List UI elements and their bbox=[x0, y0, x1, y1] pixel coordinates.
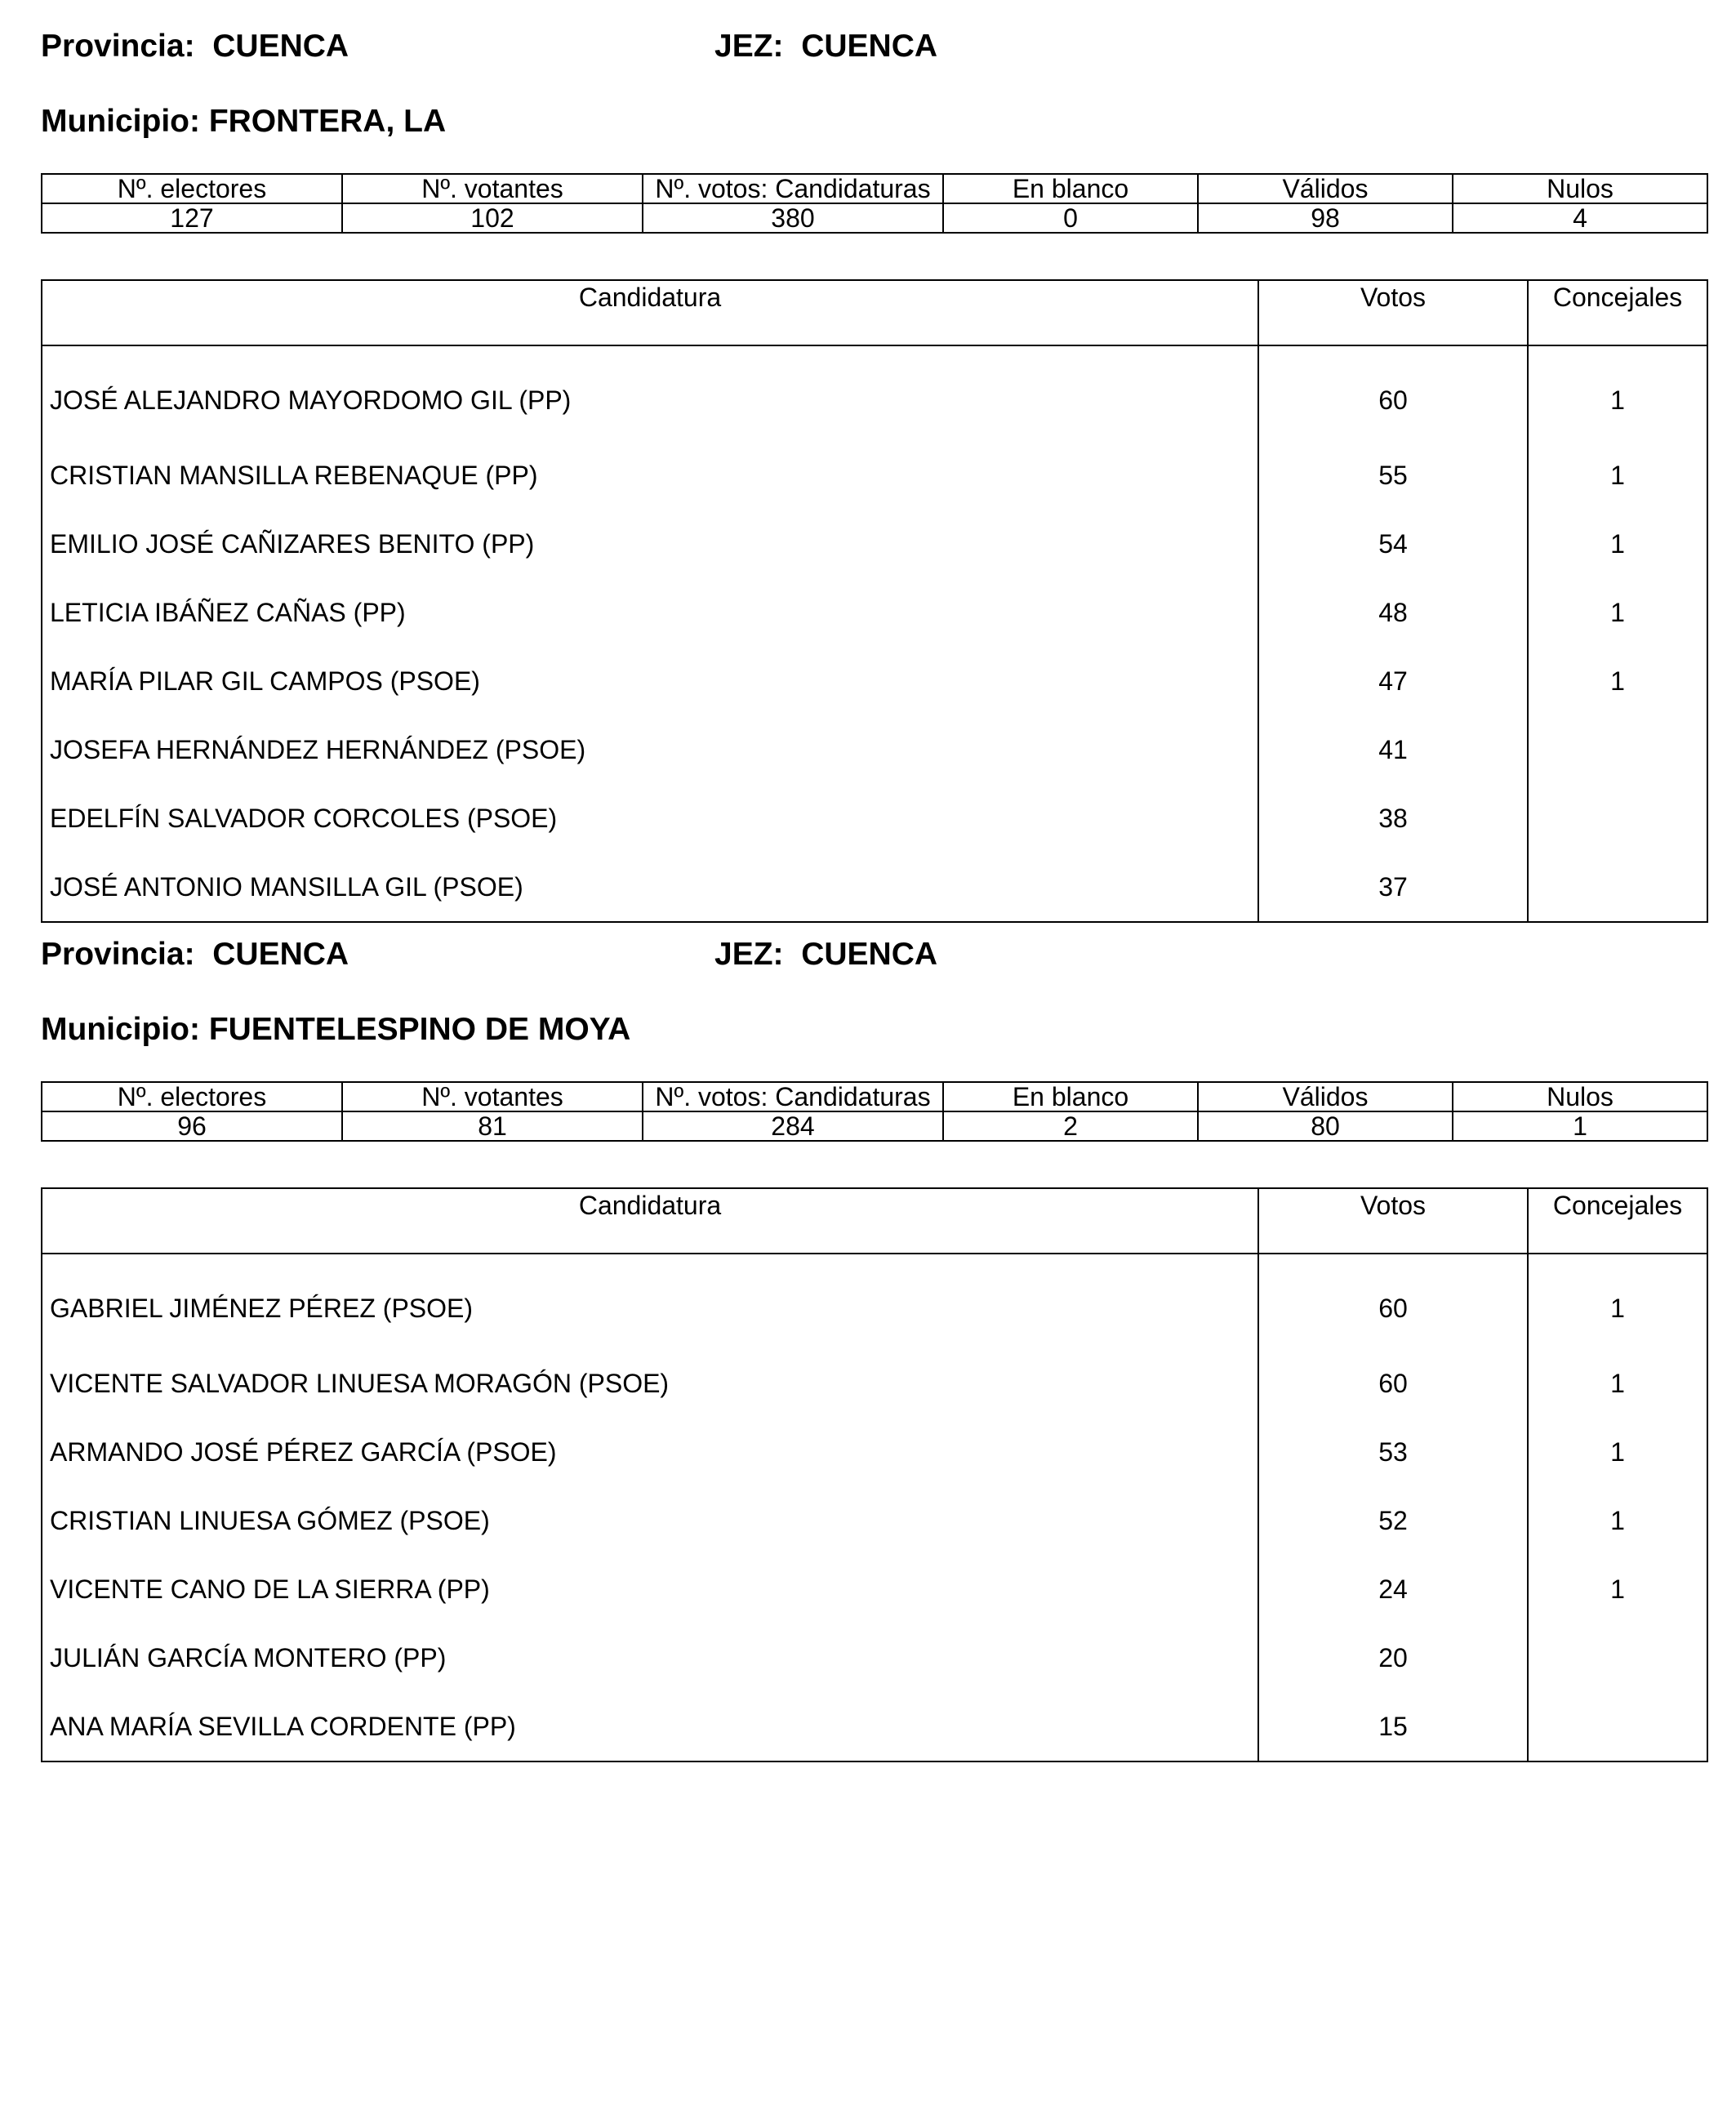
candidate-name: JULIÁN GARCÍA MONTERO (PP) bbox=[42, 1623, 1258, 1692]
candidate-concejales bbox=[1528, 1623, 1707, 1692]
jez-label: JEZ: bbox=[714, 937, 784, 972]
candidates-header-row bbox=[42, 1188, 1707, 1254]
candidate-row bbox=[42, 1349, 1707, 1418]
jez-value: CUENCA bbox=[801, 29, 938, 64]
provincia-row bbox=[41, 934, 938, 975]
candidate-concejales bbox=[1528, 1692, 1707, 1761]
header-concejales: Concejales bbox=[1528, 1188, 1707, 1254]
header-votos: Votos bbox=[1258, 280, 1528, 345]
candidate-votos: 60 bbox=[1258, 345, 1528, 441]
candidate-votos: 37 bbox=[1258, 853, 1528, 922]
candidate-row bbox=[42, 647, 1707, 715]
candidate-name: CRISTIAN MANSILLA REBENAQUE (PP) bbox=[42, 441, 1258, 510]
candidate-votos: 60 bbox=[1258, 1254, 1528, 1349]
header-concejales: Concejales bbox=[1528, 280, 1707, 345]
candidate-row bbox=[42, 784, 1707, 853]
value-nulos: 1 bbox=[1453, 1111, 1707, 1141]
municipio-value: FUENTELESPINO DE MOYA bbox=[208, 1012, 631, 1047]
candidate-name: ANA MARÍA SEVILLA CORDENTE (PP) bbox=[42, 1692, 1258, 1761]
candidates-table bbox=[41, 279, 1708, 923]
candidate-name: ARMANDO JOSÉ PÉREZ GARCÍA (PSOE) bbox=[42, 1418, 1258, 1486]
header-nulos: Nulos bbox=[1453, 174, 1707, 203]
value-nulos: 4 bbox=[1453, 203, 1707, 233]
summary-header-row bbox=[42, 1082, 1707, 1111]
header-validos: Válidos bbox=[1198, 174, 1453, 203]
candidate-row bbox=[42, 1555, 1707, 1623]
value-validos: 98 bbox=[1198, 203, 1453, 233]
summary-table bbox=[41, 173, 1708, 234]
candidate-row bbox=[42, 441, 1707, 510]
candidate-votos: 41 bbox=[1258, 715, 1528, 784]
candidate-row bbox=[42, 1486, 1707, 1555]
candidates-table bbox=[41, 1187, 1708, 1762]
value-electores: 127 bbox=[42, 203, 342, 233]
value-votantes: 81 bbox=[342, 1111, 643, 1141]
candidates-header-row bbox=[42, 280, 1707, 345]
value-votos-candidaturas: 380 bbox=[643, 203, 943, 233]
candidate-name: GABRIEL JIMÉNEZ PÉREZ (PSOE) bbox=[42, 1254, 1258, 1349]
candidate-row bbox=[42, 715, 1707, 784]
header-votos-candidaturas: Nº. votos: Candidaturas bbox=[643, 1082, 943, 1111]
header-en-blanco: En blanco bbox=[943, 174, 1198, 203]
header-candidatura: Candidatura bbox=[42, 1188, 1258, 1254]
jez-label: JEZ: bbox=[714, 29, 784, 64]
summary-value-row bbox=[42, 1111, 1707, 1141]
candidate-name: JOSEFA HERNÁNDEZ HERNÁNDEZ (PSOE) bbox=[42, 715, 1258, 784]
candidate-row bbox=[42, 510, 1707, 578]
candidate-row bbox=[42, 1418, 1707, 1486]
candidate-concejales: 1 bbox=[1528, 1349, 1707, 1418]
jez-group bbox=[714, 934, 937, 975]
header-candidatura: Candidatura bbox=[42, 280, 1258, 345]
municipio-label: Municipio: bbox=[41, 1012, 200, 1047]
candidate-name: EDELFÍN SALVADOR CORCOLES (PSOE) bbox=[42, 784, 1258, 853]
candidate-row bbox=[42, 1623, 1707, 1692]
candidate-row bbox=[42, 853, 1707, 922]
candidate-votos: 24 bbox=[1258, 1555, 1528, 1623]
candidate-row bbox=[42, 1254, 1707, 1349]
summary-value-row bbox=[42, 203, 1707, 233]
candidate-votos: 52 bbox=[1258, 1486, 1528, 1555]
jez-value: CUENCA bbox=[801, 937, 938, 972]
candidate-votos: 55 bbox=[1258, 441, 1528, 510]
summary-table bbox=[41, 1081, 1708, 1142]
candidate-concejales: 1 bbox=[1528, 441, 1707, 510]
candidate-name: JOSÉ ALEJANDRO MAYORDOMO GIL (PP) bbox=[42, 345, 1258, 441]
provincia-value: CUENCA bbox=[212, 29, 349, 64]
candidate-concejales bbox=[1528, 784, 1707, 853]
municipio-value: FRONTERA, LA bbox=[208, 104, 447, 139]
value-votos-candidaturas: 284 bbox=[643, 1111, 943, 1141]
candidate-concejales: 1 bbox=[1528, 647, 1707, 715]
header-validos: Válidos bbox=[1198, 1082, 1453, 1111]
candidate-name: JOSÉ ANTONIO MANSILLA GIL (PSOE) bbox=[42, 853, 1258, 922]
header-votos-candidaturas: Nº. votos: Candidaturas bbox=[643, 174, 943, 203]
value-en-blanco: 0 bbox=[943, 203, 1198, 233]
provincia-label: Provincia: bbox=[41, 29, 195, 64]
candidate-name: LETICIA IBÁÑEZ CAÑAS (PP) bbox=[42, 578, 1258, 647]
candidate-votos: 54 bbox=[1258, 510, 1528, 578]
value-votantes: 102 bbox=[342, 203, 643, 233]
header-nulos: Nulos bbox=[1453, 1082, 1707, 1111]
candidate-row bbox=[42, 345, 1707, 441]
header-electores: Nº. electores bbox=[42, 174, 342, 203]
header-en-blanco: En blanco bbox=[943, 1082, 1198, 1111]
candidate-votos: 60 bbox=[1258, 1349, 1528, 1418]
municipio-row bbox=[41, 101, 446, 142]
provincia-row bbox=[41, 26, 938, 67]
jez-group bbox=[714, 26, 937, 67]
provincia-label: Provincia: bbox=[41, 937, 195, 972]
candidate-concejales bbox=[1528, 853, 1707, 922]
candidate-concejales bbox=[1528, 715, 1707, 784]
header-electores: Nº. electores bbox=[42, 1082, 342, 1111]
candidate-votos: 15 bbox=[1258, 1692, 1528, 1761]
value-en-blanco: 2 bbox=[943, 1111, 1198, 1141]
header-votantes: Nº. votantes bbox=[342, 174, 643, 203]
provincia-value: CUENCA bbox=[212, 937, 349, 972]
candidate-votos: 47 bbox=[1258, 647, 1528, 715]
candidate-name: VICENTE SALVADOR LINUESA MORAGÓN (PSOE) bbox=[42, 1349, 1258, 1418]
candidate-name: MARÍA PILAR GIL CAMPOS (PSOE) bbox=[42, 647, 1258, 715]
candidate-concejales: 1 bbox=[1528, 578, 1707, 647]
header-votos: Votos bbox=[1258, 1188, 1528, 1254]
candidate-concejales: 1 bbox=[1528, 1486, 1707, 1555]
candidate-row bbox=[42, 1692, 1707, 1761]
candidate-concejales: 1 bbox=[1528, 510, 1707, 578]
value-electores: 96 bbox=[42, 1111, 342, 1141]
summary-header-row bbox=[42, 174, 1707, 203]
candidate-votos: 38 bbox=[1258, 784, 1528, 853]
candidate-name: VICENTE CANO DE LA SIERRA (PP) bbox=[42, 1555, 1258, 1623]
candidate-concejales: 1 bbox=[1528, 1254, 1707, 1349]
header-votantes: Nº. votantes bbox=[342, 1082, 643, 1111]
candidate-votos: 53 bbox=[1258, 1418, 1528, 1486]
candidate-votos: 48 bbox=[1258, 578, 1528, 647]
candidate-row bbox=[42, 578, 1707, 647]
candidate-name: CRISTIAN LINUESA GÓMEZ (PSOE) bbox=[42, 1486, 1258, 1555]
candidate-votos: 20 bbox=[1258, 1623, 1528, 1692]
candidate-concejales: 1 bbox=[1528, 1555, 1707, 1623]
municipio-row bbox=[41, 1009, 630, 1050]
municipio-label: Municipio: bbox=[41, 104, 200, 139]
candidate-concejales: 1 bbox=[1528, 345, 1707, 441]
candidate-concejales: 1 bbox=[1528, 1418, 1707, 1486]
value-validos: 80 bbox=[1198, 1111, 1453, 1141]
candidate-name: EMILIO JOSÉ CAÑIZARES BENITO (PP) bbox=[42, 510, 1258, 578]
